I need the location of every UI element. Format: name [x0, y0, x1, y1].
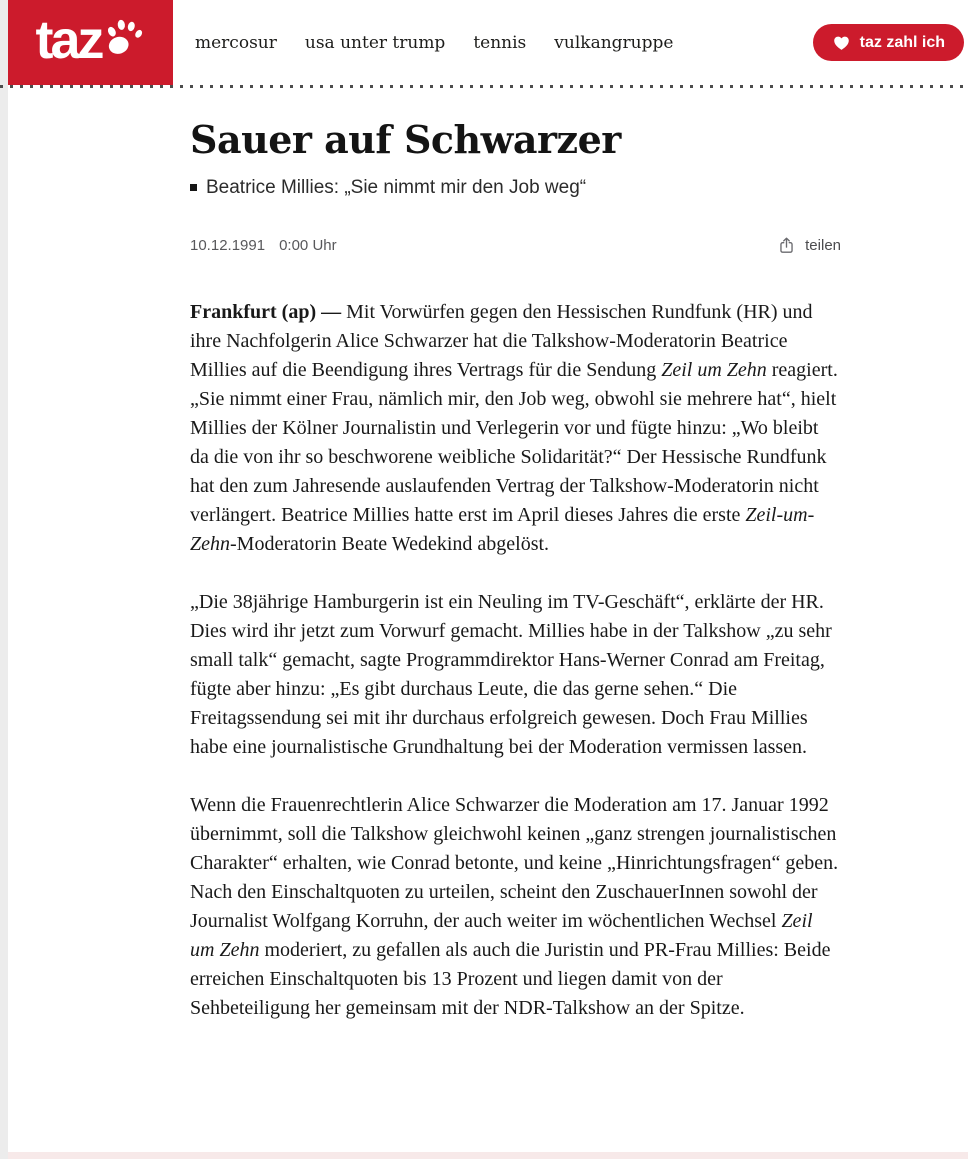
article-subtitle-row — [190, 177, 841, 199]
footer-accent-bar — [8, 1152, 968, 1159]
article-title: Sauer auf Schwarzer — [190, 117, 621, 162]
square-bullet-icon — [190, 184, 197, 191]
article-time: 0:00 Uhr — [279, 236, 337, 254]
dotted-divider — [0, 85, 968, 88]
taz-zahl-ich-button[interactable] — [813, 24, 964, 61]
article-date: 10.12.1991 — [190, 236, 266, 254]
article-page — [8, 85, 968, 1023]
share-button[interactable] — [777, 236, 841, 255]
share-button-label: teilen — [805, 236, 841, 254]
paw-icon — [104, 17, 146, 59]
article-meta-left — [190, 237, 337, 254]
nav-item-vulkangruppe[interactable]: vulkangruppe — [554, 32, 674, 53]
article-body — [190, 298, 841, 1023]
share-icon — [777, 236, 796, 255]
nav-item-mercosur[interactable]: mercosur — [195, 32, 277, 53]
article-subtitle: Beatrice Millies: „Sie nimmt mir den Job weg“ — [206, 176, 587, 198]
subscribe-button-label: taz zahl ich — [859, 33, 945, 51]
article-meta-row — [190, 236, 841, 255]
heart-icon — [832, 33, 851, 52]
article-paragraph: Frankfurt (ap) — Mit Vorwürfen gegen den Hessischen Rundfunk (HR) und ihre Nachfolgerin Alice Schwarzer hat die Talkshow-Moderatorin Beatrice Millies auf die Beendigung ihres Vertrags für die Sendung Zeil um Zehn reagiert. „Sie nimmt einer Frau, nämlich mir, den Job weg, obwohl sie mehrere hat“, hielt Millies der Kölner Journalistin und Verlegerin vor und fügte hinzu: „Wo bleibt da die von ihr so beschworene weibliche Solidarität?“ Der Hessische Rundfunk hat den zum Jahresende auslaufenden Vertrag der Talkshow-Moderatorin nicht verlängert. Beatrice Millies hatte erst im April dieses Jahres die erste Zeil-um-Zehn-Moderatorin Beate Wedekind abgelöst. — [190, 300, 838, 555]
taz-logo[interactable] — [8, 0, 173, 85]
article-paragraph: Wenn die Frauenrechtlerin Alice Schwarzer die Moderation am 17. Januar 1992 übernimmt, soll die Talkshow gleichwohl keinen „ganz strengen journalistischen Charakter“ erhalten, wie Conrad betonte, und keine „Hinrichtungsfragen“ geben. Nach den Einschaltquoten zu urteilen, scheint den ZuschauerInnen sowohl der Journalist Wolfgang Korruhn, der auch weiter im wöchentlichen Wechsel Zeil um Zehn moderiert, zu gefallen als auch die Juristin und PR-Frau Millies: Beide erreichen Einschaltquoten bis 13 Prozent und liegen damit von der Sehbeteiligung her gemeinsam mit der NDR-Talkshow an der Spitze. — [190, 793, 839, 1019]
article-paragraph: „Die 38jährige Hamburgerin ist ein Neuling im TV-Geschäft“, erklärte der HR. Dies wird ihr jetzt zum Vorwurf gemacht. Millies habe in der Talkshow „zu sehr small talk“ gemacht, sagte Programmdirektor Hans-Werner Conrad am Freitag, fügte aber hinzu: „Es gibt durchaus Leute, die das gerne sehen.“ Die Freitagssendung sei mit ihr durchaus erfolgreich gewesen. Doch Frau Millies habe eine journalistische Grundhaltung bei der Moderation vermissen lassen. — [190, 590, 832, 758]
site-header — [8, 0, 968, 85]
nav-item-tennis[interactable]: tennis — [473, 32, 527, 53]
taz-logo-text: taz — [35, 9, 102, 70]
nav-item-usa-unter-trump[interactable]: usa unter trump — [304, 32, 446, 53]
top-nav — [195, 33, 673, 53]
left-gutter — [0, 0, 8, 1159]
